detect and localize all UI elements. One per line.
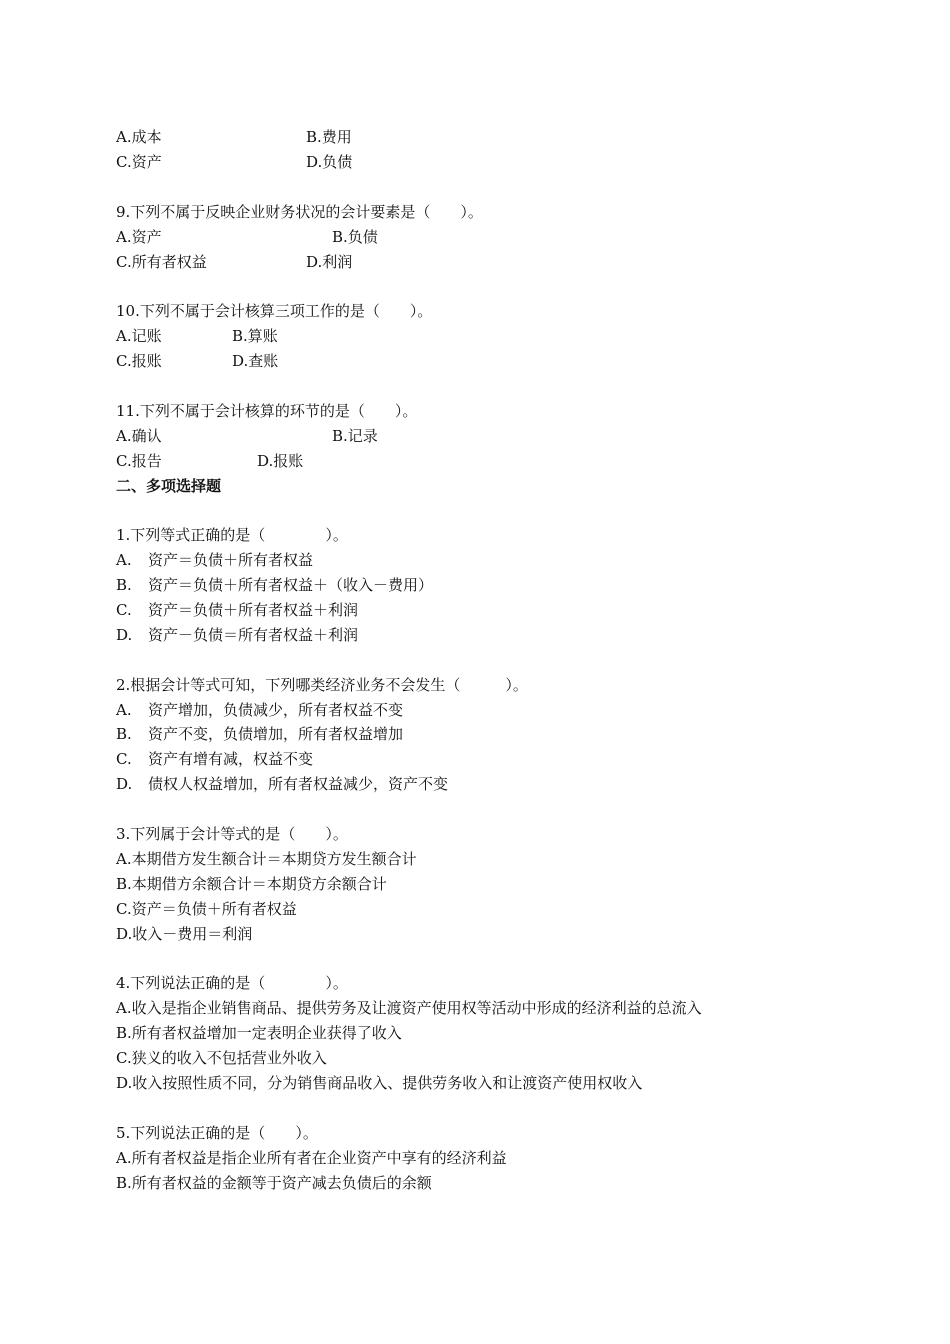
q9-options-row2: [116, 250, 353, 275]
q9-options-row1: [116, 225, 378, 250]
m3-option-c: C.资产＝负债＋所有者权益: [116, 900, 297, 918]
m1-option-b-label: B.: [116, 576, 132, 594]
q11-options-row2: [116, 449, 304, 474]
q11-option-d: D.报账: [257, 452, 304, 470]
q10-options-row1: [116, 324, 278, 349]
m5-option-b: B.所有者权益的金额等于资产减去负债后的余额: [116, 1174, 432, 1192]
m1-option-c: [116, 598, 358, 623]
m2-option-d-text: 债权人权益增加，所有者权益减少，资产不变: [148, 775, 449, 793]
m5-stem: 5.下列说法正确的是（ ）。: [116, 1124, 318, 1142]
m2-option-d-label: D.: [116, 775, 133, 793]
q11-stem: 11.下列不属于会计核算的环节的是（ ）。: [116, 402, 418, 420]
m1-option-d-text: 资产－负债＝所有者权益＋利润: [148, 626, 359, 644]
q10-option-d: D.查账: [232, 352, 279, 370]
m1-option-b: [116, 573, 433, 598]
q10-option-a: A.记账: [116, 327, 162, 345]
q9-option-d: D.利润: [306, 253, 353, 271]
q11-options-row1: [116, 424, 378, 449]
q8-options-row1: [116, 125, 352, 150]
q10-option-b: B.算账: [232, 327, 278, 345]
q10-stem: 10.下列不属于会计核算三项工作的是（ ）。: [116, 302, 433, 320]
m4-option-b: B.所有者权益增加一定表明企业获得了收入: [116, 1024, 402, 1042]
m1-stem: 1.下列等式正确的是（ ）。: [116, 526, 348, 544]
m5-option-a: A.所有者权益是指企业所有者在企业资产中享有的经济利益: [116, 1149, 507, 1167]
m4-stem: 4.下列说法正确的是（ ）。: [116, 974, 348, 992]
m1-option-d: [116, 623, 358, 648]
m2-option-d: [116, 772, 448, 797]
q8-options-row2: [116, 150, 353, 175]
m4-option-a: A.收入是指企业销售商品、提供劳务及让渡资产使用权等活动中形成的经济利益的总流入: [116, 999, 702, 1017]
q8-option-c: C.资产: [116, 153, 162, 171]
q8-option-a: A.成本: [116, 128, 162, 146]
m2-stem: 2.根据会计等式可知，下列哪类经济业务不会发生（ ）。: [116, 676, 528, 694]
m2-option-a-text: 资产增加，负债减少，所有者权益不变: [148, 701, 404, 719]
m1-option-c-label: C.: [116, 601, 132, 619]
q9-option-a: A.资产: [116, 228, 162, 246]
q8-option-d: D.负债: [306, 153, 353, 171]
m2-option-a-label: A.: [116, 701, 132, 719]
m3-option-b: B.本期借方余额合计＝本期贷方余额合计: [116, 875, 387, 893]
q11-option-b: B.记录: [332, 427, 378, 445]
m3-stem: 3.下列属于会计等式的是（ ）。: [116, 825, 348, 843]
m2-option-c: [116, 747, 313, 772]
m2-option-c-text: 资产有增有减，权益不变: [148, 750, 314, 768]
q9-stem: 9.下列不属于反映企业财务状况的会计要素是（ ）。: [116, 203, 483, 221]
q9-option-c: C.所有者权益: [116, 253, 207, 271]
m4-option-d: D.收入按照性质不同，分为销售商品收入、提供劳务收入和让渡资产使用权收入: [116, 1074, 643, 1092]
m1-option-a-label: A.: [116, 551, 132, 569]
m3-option-d: D.收入－费用＝利润: [116, 925, 253, 943]
m1-option-b-text: 资产＝负债＋所有者权益＋（收入－费用）: [148, 576, 434, 594]
m2-option-b-text: 资产不变，负债增加，所有者权益增加: [148, 725, 404, 743]
m1-option-a: [116, 548, 313, 573]
m3-option-a: A.本期借方发生额合计＝本期贷方发生额合计: [116, 850, 417, 868]
m2-option-a: [116, 698, 403, 723]
m1-option-c-text: 资产＝负债＋所有者权益＋利润: [148, 601, 359, 619]
m2-option-b: [116, 722, 403, 747]
section-heading-multiple-choice: 二、多项选择题: [116, 477, 222, 495]
q8-option-b: B.费用: [306, 128, 352, 146]
q10-options-row2: [116, 349, 279, 374]
q11-option-c: C.报告: [116, 452, 162, 470]
m4-option-c: C.狭义的收入不包括营业外收入: [116, 1049, 327, 1067]
q9-option-b: B.负债: [332, 228, 378, 246]
m1-option-d-label: D.: [116, 626, 133, 644]
m1-option-a-text: 资产＝负债＋所有者权益: [148, 551, 314, 569]
m2-option-c-label: C.: [116, 750, 132, 768]
q10-option-c: C.报账: [116, 352, 162, 370]
m2-option-b-label: B.: [116, 725, 132, 743]
q11-option-a: A.确认: [116, 427, 162, 445]
